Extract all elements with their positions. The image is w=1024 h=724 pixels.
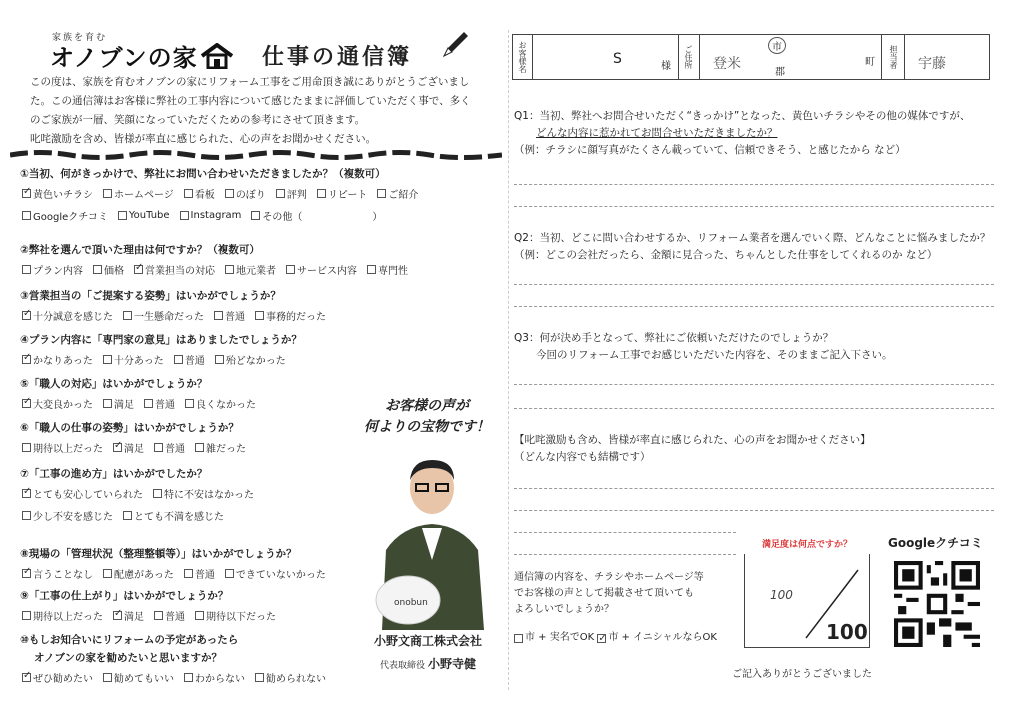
checkbox[interactable]	[215, 355, 224, 364]
checkbox[interactable]	[113, 443, 122, 452]
question-6: ⑥「職人の仕事の姿勢」はいかがでしょうか？	[20, 422, 239, 434]
checkbox[interactable]	[123, 511, 132, 520]
option-label: かなりあった	[33, 356, 93, 367]
question-2: ②弊社を選んで頂いた理由は何ですか？（複数可）	[20, 244, 260, 256]
option[interactable]	[22, 486, 143, 501]
option-label: 満足	[114, 400, 134, 411]
option-label: 専門性	[378, 266, 408, 277]
option[interactable]	[214, 308, 245, 323]
satisfaction-max: 100	[826, 620, 868, 644]
checkbox[interactable]	[103, 399, 112, 408]
option[interactable]	[255, 670, 326, 685]
option-row	[22, 566, 326, 581]
option-label: ご紹介	[388, 190, 419, 201]
option[interactable]	[22, 440, 103, 455]
option-label: プラン内容	[33, 266, 83, 277]
option-row	[22, 608, 276, 623]
checkbox[interactable]	[22, 673, 31, 682]
checkbox[interactable]	[255, 311, 264, 320]
checkbox[interactable]	[214, 311, 223, 320]
center-divider	[508, 30, 509, 690]
option-label: 普通	[165, 444, 185, 455]
checkbox[interactable]	[22, 511, 31, 520]
option-row	[22, 186, 418, 201]
option-label: ホームページ	[114, 190, 174, 201]
option-label: 配慮があった	[114, 570, 174, 581]
question-3: ③営業担当の「ご提案する姿勢」はいかがでしょうか？	[20, 290, 281, 302]
checkbox-realname[interactable]	[514, 634, 523, 643]
checkbox[interactable]	[134, 265, 143, 274]
checkbox[interactable]	[154, 611, 163, 620]
option[interactable]	[184, 566, 215, 581]
option-label: YouTube	[128, 210, 170, 221]
option-label: 言うことなし	[33, 570, 93, 581]
checkbox[interactable]	[195, 611, 204, 620]
option-label: 普通	[194, 570, 215, 581]
house-icon	[200, 43, 234, 69]
checkbox[interactable]	[103, 569, 112, 578]
question-4: ④プラン内容に「専門家の意見」はありましたでしょうか？	[20, 334, 302, 346]
checkbox[interactable]	[123, 311, 132, 320]
checkbox[interactable]	[185, 399, 194, 408]
option-row	[22, 670, 326, 685]
option-label: 殆どなかった	[225, 356, 286, 367]
publish-opt-realname[interactable]: 市 + 実名でOK	[514, 630, 594, 646]
option[interactable]	[103, 186, 174, 201]
option[interactable]	[103, 352, 164, 367]
question-1: ①当初、何がきっかけで、弊社にお問い合わせいただきましたか？（複数可）	[20, 168, 386, 180]
company-name: 小野文商工株式会社	[373, 634, 482, 648]
option[interactable]	[185, 396, 256, 411]
option-label: 勧められない	[266, 674, 326, 685]
checkbox[interactable]	[184, 569, 193, 578]
option-label: 期待以上だった	[33, 444, 103, 455]
option-row	[22, 486, 254, 501]
checkbox[interactable]	[22, 355, 31, 364]
checkbox[interactable]	[184, 189, 193, 198]
option[interactable]	[22, 396, 93, 411]
option[interactable]	[113, 608, 144, 623]
thanks-text: ご記入ありがとうございました	[732, 669, 872, 680]
qr-code[interactable]	[894, 561, 980, 647]
option-label: 少し不安を感じた	[33, 512, 113, 523]
option-label: リピート	[327, 190, 368, 201]
option-label: のぼり	[235, 190, 266, 201]
checkbox[interactable]	[22, 443, 31, 452]
representative: 代表取締役 小野寺健	[380, 657, 476, 671]
staff-label: 担当者	[883, 35, 905, 79]
q2: Q2：当初、どこに問い合わせするか、リフォーム業者を選んでいく際、どんなことに悩みましたか？ （例：どこの会社だったら、金額に見合った、ちゃんとした仕事をしてくれるのか など）	[514, 232, 991, 261]
checkbox[interactable]	[225, 189, 234, 198]
option-label: 看板	[194, 190, 215, 201]
option[interactable]	[123, 508, 224, 523]
checkbox[interactable]	[93, 265, 102, 274]
option[interactable]	[22, 566, 93, 581]
brand-name: オノブンの家	[50, 44, 198, 72]
customer-label: お客様名	[513, 35, 533, 79]
checkbox[interactable]	[144, 399, 153, 408]
staff-photo	[372, 450, 492, 630]
option[interactable]	[184, 186, 215, 201]
option[interactable]	[22, 186, 93, 201]
option-row	[22, 440, 246, 455]
option[interactable]	[22, 670, 93, 685]
intro-text: この度は、家族を育むオノブンの家にリフォーム工事をご用命頂き誠にありがとうございまし た。この通信簿はお客様に弊社の工事内容について感じたままに評価していただく事で、多く のご家族が一層、笑顔になっていただくための参考にさせて頂きます。 叱咤激励を含め、皆様が率直に感じられた、心の声をお聞かせください。	[30, 76, 471, 145]
option[interactable]	[154, 608, 185, 623]
option-label: 大変良かった	[33, 400, 93, 411]
customer-name: S	[613, 51, 622, 67]
option-label: 価格	[104, 266, 124, 277]
option[interactable]	[286, 262, 357, 277]
option[interactable]	[22, 308, 113, 323]
publish-consent: 通信簿の内容を、チラシやホームページ等 でお客様の声として掲載させて頂いても よろしいでしょうか？ 市 + 実名でOK ✓ 市 + イニシャルならOK	[514, 570, 724, 649]
question-8: ⑧現場の「管理状況（整理整頓等）」はいかがでしょうか？	[20, 548, 297, 560]
brand-subtitle: 家族を育む	[52, 33, 108, 43]
checkbox[interactable]	[22, 611, 31, 620]
checkbox[interactable]	[22, 399, 31, 408]
checkbox[interactable]	[103, 355, 112, 364]
option-label: 良くなかった	[196, 400, 256, 411]
option-label: 満足	[124, 444, 144, 455]
option-label: 普通	[184, 356, 205, 367]
checkbox[interactable]	[251, 211, 260, 220]
customer-header: お客様名 S 様 ご住所 登米 市 郡 町 担当者 宇藤	[512, 34, 990, 80]
publish-opt-initial[interactable]: ✓ 市 + イニシャルならOK	[597, 630, 717, 646]
checkbox[interactable]	[154, 443, 163, 452]
question-7: ⑦「工事の進め方」はいかがでしたか？	[20, 468, 208, 480]
checkbox[interactable]	[153, 489, 162, 498]
checkbox[interactable]	[22, 569, 31, 578]
address-handwritten: 登米	[713, 56, 741, 72]
checkbox[interactable]	[184, 673, 193, 682]
option[interactable]	[225, 566, 326, 581]
option-row	[22, 262, 408, 277]
checkbox-initial[interactable]	[597, 634, 606, 643]
checkbox[interactable]	[276, 189, 285, 198]
option-label: 事務的だった	[266, 312, 326, 323]
checkbox[interactable]	[255, 673, 264, 682]
satisfaction-score: 100	[770, 588, 793, 602]
checkbox[interactable]	[377, 189, 386, 198]
option-label: とても不満を感じた	[134, 512, 224, 523]
option[interactable]	[93, 262, 124, 277]
option[interactable]	[174, 352, 205, 367]
option-label: 普通	[155, 400, 175, 411]
q4: 【叱咤激励も含め、皆様が率直に感じられた、心の声をお聞かせください】 （どんな内容でも結構です）	[514, 434, 871, 463]
option[interactable]	[251, 208, 382, 223]
option[interactable]	[103, 396, 134, 411]
question-9: ⑨「工事の仕上がり」はいかがでしょうか？	[20, 590, 229, 602]
option[interactable]	[377, 186, 418, 201]
option-label: 特に不安はなかった	[164, 490, 254, 501]
checkbox[interactable]	[103, 189, 112, 198]
option-label: 黄色いチラシ	[33, 190, 93, 201]
option-label: Googleクチコミ	[33, 212, 108, 223]
q1: Q1：当初、弊社へお問合せいただく“きっかけ”となった、黄色いチラシやその他の媒体ですが、 どんな内容に惹かれてお問合せいただきましたか？ （例：チラシに顔写真がたくさん載っていて、信頼できそう、と感じたから など）	[514, 110, 971, 156]
option-label: 一生懸命だった	[134, 312, 204, 323]
option[interactable]	[215, 352, 286, 367]
svg-text:onobun: onobun	[394, 598, 428, 608]
option-label: Instagram	[190, 210, 242, 221]
speech-text: お客様の声が 何よりの宝物です！	[364, 398, 490, 435]
option-label: 普通	[165, 612, 185, 623]
option[interactable]	[255, 308, 326, 323]
option-label: 期待以上だった	[33, 612, 103, 623]
option-label: 十分あった	[113, 356, 164, 367]
option-label: 営業担当の対応	[145, 266, 215, 277]
option[interactable]	[22, 508, 113, 523]
option[interactable]	[22, 262, 83, 277]
option[interactable]	[103, 670, 174, 685]
checkbox[interactable]	[22, 311, 31, 320]
option[interactable]	[317, 186, 368, 201]
option-label: 満足	[124, 612, 144, 623]
checkbox[interactable]	[118, 211, 127, 220]
option-label: とても安心していられた	[33, 490, 143, 501]
checkbox[interactable]	[22, 489, 31, 498]
question-10: ⑩もしお知合いにリフォームの予定があったら	[20, 634, 239, 646]
option[interactable]	[103, 566, 174, 581]
option-label: わからない	[195, 674, 245, 685]
option[interactable]	[22, 208, 108, 223]
option[interactable]	[153, 486, 254, 501]
option-row	[22, 208, 382, 223]
address-label: ご住所	[678, 35, 700, 79]
option[interactable]	[123, 308, 204, 323]
option[interactable]	[195, 608, 276, 623]
satisfaction-label: 満足度は何点ですか？	[744, 536, 870, 554]
option[interactable]	[22, 608, 103, 623]
option-row	[22, 508, 224, 523]
option[interactable]	[184, 670, 245, 685]
option-label: サービス内容	[297, 266, 357, 277]
option-row	[22, 308, 326, 323]
option-label: ぜひ勧めたい	[33, 674, 93, 685]
option[interactable]	[134, 262, 215, 277]
checkbox[interactable]	[195, 443, 204, 452]
brand-logo	[50, 38, 234, 73]
checkbox[interactable]	[317, 189, 326, 198]
checkbox[interactable]	[103, 673, 112, 682]
option-label: 普通	[225, 312, 245, 323]
checkbox[interactable]	[22, 189, 31, 198]
option[interactable]	[276, 186, 307, 201]
option-label: 地元業者	[236, 266, 276, 277]
checkbox[interactable]	[180, 211, 189, 220]
brush-divider	[10, 150, 502, 160]
question-5: ⑤「職人の対応」はいかがでしょうか？	[20, 378, 208, 390]
option[interactable]	[118, 208, 170, 223]
option-label: 評判	[286, 190, 307, 201]
checkbox[interactable]	[22, 211, 31, 220]
option[interactable]	[154, 440, 185, 455]
option[interactable]	[180, 208, 242, 223]
city-mark: 市	[768, 37, 786, 54]
option-row	[22, 396, 256, 411]
option[interactable]	[22, 352, 93, 367]
option[interactable]	[113, 440, 144, 455]
option-label: 十分誠意を感じた	[33, 312, 113, 323]
checkbox[interactable]	[367, 265, 376, 274]
option-label: 期待以下だった	[206, 612, 276, 623]
option-label: その他（ ）	[262, 212, 383, 223]
checkbox[interactable]	[22, 265, 31, 274]
question-10-line2: オノブンの家を勧めたいと思いますか？	[34, 652, 222, 664]
q3: Q3：何が決め手となって、弊社にご依頼いただけたのでしょうか？ 今回のリフォーム工事でお感じいただいた内容を、そのままご記入下さい。	[514, 332, 893, 361]
option-label: 雑だった	[206, 444, 246, 455]
checkbox[interactable]	[113, 611, 122, 620]
option[interactable]	[225, 262, 276, 277]
option-label: できていないかった	[235, 570, 326, 581]
option-label: 勧めてもいい	[114, 674, 174, 685]
page-title: 仕事の通信簿	[262, 45, 413, 70]
option-row	[22, 352, 286, 367]
option[interactable]	[144, 396, 175, 411]
option[interactable]	[225, 186, 266, 201]
checkbox[interactable]	[174, 355, 183, 364]
checkbox[interactable]	[225, 569, 234, 578]
staff-name: 宇藤	[918, 56, 946, 72]
pen-icon	[440, 30, 470, 60]
checkbox[interactable]	[225, 265, 234, 274]
google-review-label: Googleクチコミ	[888, 536, 983, 550]
checkbox[interactable]	[286, 265, 295, 274]
option[interactable]	[367, 262, 408, 277]
option[interactable]	[195, 440, 246, 455]
